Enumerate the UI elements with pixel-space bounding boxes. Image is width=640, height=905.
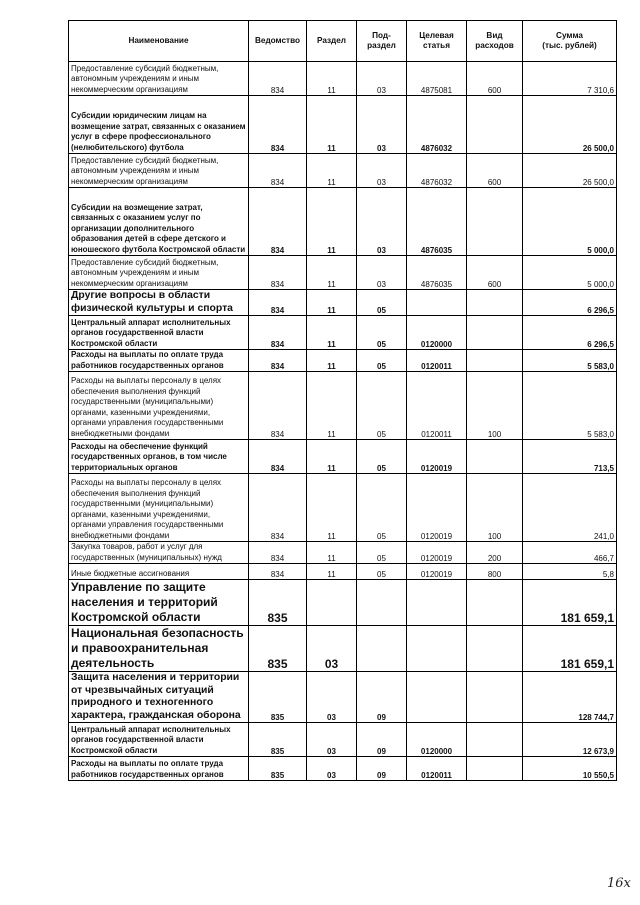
- table-row: [69, 316, 617, 350]
- row-podrazdel: 03: [357, 188, 407, 256]
- row-expense-type: 600: [467, 256, 523, 290]
- header-podrazdel: Под- раздел: [357, 21, 407, 62]
- table-row: [69, 474, 617, 542]
- page-number-handwritten: 16x: [607, 876, 631, 891]
- row-name: Расходы на выплаты персоналу в целях обеспечения выполнения функций государственными (муниципальными) органами, казенными учреждениями, органами управления государственными внебюджетными фондами: [69, 474, 249, 542]
- row-name: Субсидии юридическим лицам на возмещение затрат, связанных с оказанием услуг в сфере профессионального (нелюбительского) футбола: [69, 96, 249, 154]
- row-name: Расходы на выплаты персоналу в целях обеспечения выполнения функций государственными (муниципальными) органами, казенными учреждениями, органами управления государственными внебюджетными фондами: [69, 372, 249, 440]
- row-expense-type: 100: [467, 372, 523, 440]
- row-target-article: 0120019: [407, 542, 467, 564]
- row-podrazdel: 05: [357, 440, 407, 474]
- table-row: [69, 96, 617, 154]
- row-sum: 5,8: [523, 564, 617, 580]
- row-target-article: 4875081: [407, 62, 467, 96]
- row-target-article: 0120011: [407, 372, 467, 440]
- table-row: [69, 580, 617, 626]
- table-row: [69, 154, 617, 188]
- row-sum: 181 659,1: [523, 580, 617, 626]
- table-header-row: [69, 21, 617, 62]
- row-expense-type: [467, 290, 523, 316]
- row-razdel: 11: [307, 96, 357, 154]
- table-row: [69, 350, 617, 372]
- table-row: [69, 564, 617, 580]
- row-target-article: [407, 580, 467, 626]
- row-razdel: 11: [307, 440, 357, 474]
- row-razdel: 11: [307, 564, 357, 580]
- row-sum: 26 500,0: [523, 154, 617, 188]
- row-ved: 834: [249, 154, 307, 188]
- row-ved: 834: [249, 372, 307, 440]
- row-name: Национальная безопасность и правоохранительная деятельность: [69, 626, 249, 672]
- row-sum: 12 673,9: [523, 723, 617, 757]
- row-name: Центральный аппарат исполнительных органов государственной власти Костромской области: [69, 316, 249, 350]
- row-sum: 6 296,5: [523, 316, 617, 350]
- row-target-article: 0120019: [407, 474, 467, 542]
- header-expense-type: Вид расходов: [467, 21, 523, 62]
- row-ved: 834: [249, 440, 307, 474]
- row-target-article: 0120000: [407, 316, 467, 350]
- row-expense-type: [467, 723, 523, 757]
- row-razdel: 03: [307, 757, 357, 781]
- row-razdel: 11: [307, 316, 357, 350]
- header-sum: Сумма (тыс. рублей): [523, 21, 617, 62]
- budget-table: [68, 20, 617, 781]
- row-podrazdel: 03: [357, 96, 407, 154]
- row-sum: 713,5: [523, 440, 617, 474]
- row-razdel: [307, 580, 357, 626]
- row-name: Иные бюджетные ассигнования: [69, 564, 249, 580]
- table-row: [69, 672, 617, 723]
- row-expense-type: [467, 188, 523, 256]
- row-ved: 834: [249, 290, 307, 316]
- row-expense-type: [467, 580, 523, 626]
- row-podrazdel: 09: [357, 672, 407, 723]
- table-row: [69, 757, 617, 781]
- table-row: [69, 256, 617, 290]
- row-ved: 834: [249, 316, 307, 350]
- row-target-article: 0120019: [407, 564, 467, 580]
- table-row: [69, 372, 617, 440]
- row-razdel: 11: [307, 350, 357, 372]
- row-podrazdel: 05: [357, 372, 407, 440]
- row-expense-type: 800: [467, 564, 523, 580]
- row-ved: 834: [249, 564, 307, 580]
- row-target-article: 4876035: [407, 256, 467, 290]
- row-razdel: 11: [307, 256, 357, 290]
- row-razdel: 11: [307, 542, 357, 564]
- row-name: Другие вопросы в области физической культуры и спорта: [69, 290, 249, 316]
- row-podrazdel: 03: [357, 62, 407, 96]
- table-row: [69, 290, 617, 316]
- table-row: [69, 440, 617, 474]
- row-name: Расходы на выплаты по оплате труда работников государственных органов: [69, 757, 249, 781]
- row-podrazdel: 05: [357, 290, 407, 316]
- row-podrazdel: 03: [357, 256, 407, 290]
- row-target-article: 0120019: [407, 440, 467, 474]
- row-sum: 7 310,6: [523, 62, 617, 96]
- row-name: Защита населения и территории от чрезвычайных ситуаций природного и техногенного характера, гражданская оборона: [69, 672, 249, 723]
- row-podrazdel: 05: [357, 542, 407, 564]
- row-ved: 835: [249, 723, 307, 757]
- row-ved: 835: [249, 580, 307, 626]
- row-expense-type: [467, 757, 523, 781]
- row-sum: 5 000,0: [523, 256, 617, 290]
- row-target-article: 4876032: [407, 96, 467, 154]
- header-razdel: Раздел: [307, 21, 357, 62]
- row-target-article: [407, 290, 467, 316]
- row-podrazdel: 03: [357, 154, 407, 188]
- row-razdel: 03: [307, 626, 357, 672]
- row-name: Расходы на выплаты по оплате труда работников государственных органов: [69, 350, 249, 372]
- row-podrazdel: 05: [357, 316, 407, 350]
- header-ved: Ведомство: [249, 21, 307, 62]
- row-podrazdel: [357, 626, 407, 672]
- row-expense-type: 200: [467, 542, 523, 564]
- row-expense-type: [467, 440, 523, 474]
- row-target-article: [407, 672, 467, 723]
- row-razdel: 11: [307, 372, 357, 440]
- row-name: Предоставление субсидий бюджетным, автономным учреждениям и иным некоммерческим организациям: [69, 154, 249, 188]
- row-podrazdel: 09: [357, 723, 407, 757]
- row-expense-type: 100: [467, 474, 523, 542]
- row-name: Предоставление субсидий бюджетным, автономным учреждениям и иным некоммерческим организациям: [69, 256, 249, 290]
- row-podrazdel: 05: [357, 564, 407, 580]
- row-podrazdel: 05: [357, 350, 407, 372]
- row-sum: 6 296,5: [523, 290, 617, 316]
- row-ved: 835: [249, 672, 307, 723]
- row-expense-type: [467, 672, 523, 723]
- row-sum: 128 744,7: [523, 672, 617, 723]
- row-target-article: 0120011: [407, 757, 467, 781]
- row-target-article: 0120011: [407, 350, 467, 372]
- row-ved: 834: [249, 96, 307, 154]
- row-podrazdel: 09: [357, 757, 407, 781]
- row-ved: 834: [249, 474, 307, 542]
- row-target-article: 4876032: [407, 154, 467, 188]
- row-target-article: [407, 626, 467, 672]
- row-sum: 10 550,5: [523, 757, 617, 781]
- row-target-article: 0120000: [407, 723, 467, 757]
- row-razdel: 11: [307, 188, 357, 256]
- row-name: Управление по защите населения и территорий Костромской области: [69, 580, 249, 626]
- table-row: [69, 188, 617, 256]
- row-ved: 835: [249, 757, 307, 781]
- row-expense-type: [467, 350, 523, 372]
- row-razdel: 03: [307, 672, 357, 723]
- row-ved: 834: [249, 542, 307, 564]
- row-name: Субсидии на возмещение затрат, связанных с оказанием услуг по организации дополнительного образования детей в сфере детского и юношеского футбола Костромской области: [69, 188, 249, 256]
- row-sum: 5 000,0: [523, 188, 617, 256]
- row-name: Предоставление субсидий бюджетным, автономным учреждениям и иным некоммерческим организациям: [69, 62, 249, 96]
- header-target-article: Целевая статья: [407, 21, 467, 62]
- row-ved: 834: [249, 256, 307, 290]
- row-expense-type: [467, 96, 523, 154]
- table-row: [69, 542, 617, 564]
- row-expense-type: 600: [467, 62, 523, 96]
- row-sum: 5 583,0: [523, 350, 617, 372]
- row-razdel: 11: [307, 290, 357, 316]
- table-row: [69, 62, 617, 96]
- row-razdel: 11: [307, 62, 357, 96]
- row-podrazdel: [357, 580, 407, 626]
- row-razdel: 03: [307, 723, 357, 757]
- row-razdel: 11: [307, 154, 357, 188]
- row-expense-type: [467, 316, 523, 350]
- row-name: Расходы на обеспечение функций государственных органов, в том числе территориальных органов: [69, 440, 249, 474]
- row-name: Закупка товаров, работ и услуг для государственных (муниципальных) нужд: [69, 542, 249, 564]
- header-name: Наименование: [69, 21, 249, 62]
- table-row: [69, 723, 617, 757]
- row-sum: 466,7: [523, 542, 617, 564]
- row-ved: 834: [249, 188, 307, 256]
- row-razdel: 11: [307, 474, 357, 542]
- row-sum: 181 659,1: [523, 626, 617, 672]
- row-ved: 835: [249, 626, 307, 672]
- table-row: [69, 626, 617, 672]
- row-target-article: 4876035: [407, 188, 467, 256]
- row-sum: 5 583,0: [523, 372, 617, 440]
- row-sum: 26 500,0: [523, 96, 617, 154]
- row-ved: 834: [249, 350, 307, 372]
- row-name: Центральный аппарат исполнительных органов государственной власти Костромской области: [69, 723, 249, 757]
- row-podrazdel: 05: [357, 474, 407, 542]
- row-expense-type: 600: [467, 154, 523, 188]
- row-ved: 834: [249, 62, 307, 96]
- row-expense-type: [467, 626, 523, 672]
- row-sum: 241,0: [523, 474, 617, 542]
